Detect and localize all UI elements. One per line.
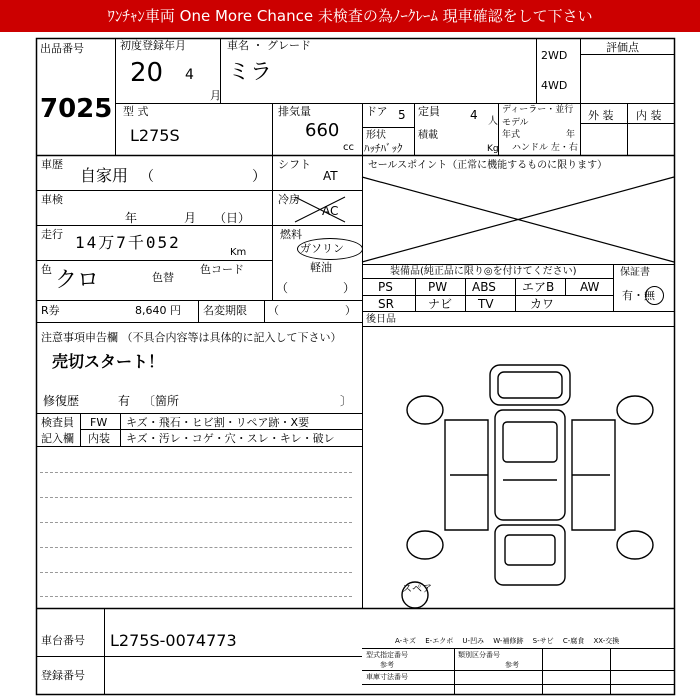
equip-tv: TV [478,297,494,311]
load-unit: Kg [487,144,499,154]
rken-value: 8,640 円 [135,304,181,317]
shift-label: シフト [278,158,311,171]
fuel-circle [297,238,363,260]
warranty-value: 有・無 [622,289,655,302]
notes-label: 注意事項申告欄 （不具合内容等は具体的に記入して下さい） [41,331,342,344]
rear-seat-label: 後日品 [366,314,396,325]
first-reg-month-unit: 月 [210,89,221,102]
rating-exterior: 外 装 [588,109,614,122]
history-label: 車歴 [41,158,63,171]
spare-label: スペア [402,584,432,595]
car-name: ミラ [228,60,273,85]
lot-number: 7025 [40,94,113,124]
color-label: 色 [41,263,52,276]
model-label: 型 式 [123,105,149,118]
doors-value: 5 [398,108,406,122]
rating-label: 評価点 [606,41,639,54]
mileage-value: 14万7千052 [75,233,181,252]
mileage-label: 走行 [41,228,63,241]
reg-no-label: 登録番号 [41,669,85,682]
doors-label: ドア [366,105,388,118]
shift-value: AT [323,169,338,183]
body-label: 形状 [366,130,386,141]
equip-navi: ナビ [428,297,453,311]
history-paren-open: （ [140,169,154,185]
inspector-fw-text: キズ・飛石・ヒビ割・リペア跡・X要 [126,416,310,429]
bottom-ref-2: 参考 [505,661,519,669]
history-value: 自家用 [80,166,129,185]
car-diagram [400,360,660,610]
repair-bracket-close: 〕 [340,394,353,408]
history-paren-close: ） [252,169,266,185]
warranty-label: 保証書 [620,267,650,278]
capacity-unit: 人 [488,116,498,127]
inspector-int-text: キズ・汚レ・コゲ・穴・スレ・キレ・破レ [126,432,335,445]
capacity-label: 定員 [418,105,440,118]
dealer-model-label: モデル [502,118,529,128]
repair-value: 有 [118,394,131,408]
note-line [40,572,352,573]
name-change-paren-close: ） [345,304,356,317]
car-name-label: 車名 ・ グレード [227,39,311,52]
equip-abs: ABS [472,280,496,294]
name-change-paren-open: （ [268,304,279,317]
note-line [40,497,352,498]
first-reg-year: 20 [130,58,164,88]
sales-point-label: セールスポイント（正常に機能するものに限ります） [368,160,608,171]
equip-aw: AW [580,280,600,294]
equip-sr: SR [378,297,394,311]
displacement-label: 排気量 [278,105,311,118]
bottom-dims-label: 車庫寸法番号 [366,673,408,681]
warranty-circle [645,286,664,305]
shaken-year-unit: 年 [125,211,138,225]
equipment-label: 装備品(純正品に限り◎を付けてください) [390,266,577,277]
color-code-label: 色コード [200,263,244,276]
drive-2wd: 2WD [541,49,568,62]
equip-ps: PS [378,280,393,294]
color-change-label: 色替 [152,271,174,284]
note-line [40,547,352,548]
shaken-label: 車検 [41,193,63,206]
equip-pw: PW [428,280,448,294]
color-value: クロ [55,268,100,293]
fuel-light: 軽油 [310,261,332,274]
name-change-label: 名変期限 [203,304,247,317]
notes-text: 売切スタート！ [52,352,165,371]
chassis-label: 車台番号 [41,634,85,647]
aircon-value: AC [322,204,339,218]
bottom-notice-label: 型式指定番号 [366,651,408,659]
shaken-day-unit: （日） [214,211,251,225]
banner: ﾜﾝﾁｬﾝ車両 One More Chance 未検査の為ﾉｰｸﾚｰﾑ 現車確認をして下さい [0,0,700,32]
aircon-label: 冷房 [278,193,300,206]
shaken-month-unit: 月 [184,211,197,225]
dealer-handle: ハンドル 左・右 [512,143,578,153]
fuel-label: 燃料 [280,228,302,241]
displacement-value: 660 [305,120,340,141]
inspector-fw-label: FW [90,416,108,429]
first-reg-label: 初度登録年月 [120,39,186,52]
note-line [40,522,352,523]
rating-interior: 内 装 [636,109,662,122]
capacity-value: 4 [470,108,478,122]
body-value: ﾊｯﾁﾊﾞｯｸ [364,142,403,155]
drive-4wd: 4WD [541,79,568,92]
note-line [40,596,352,597]
bottom-class-label: 類別区分番号 [458,651,500,659]
fuel-gas: ガソリン [300,242,344,255]
dealer-year-label: 年式 [502,130,521,140]
load-label: 積載 [418,130,438,141]
note-line [40,472,352,473]
inspector-label-2: 記入欄 [41,432,74,445]
fuel-paren-open: （ [276,281,289,295]
chassis-value: L275S-0074773 [110,631,237,650]
first-reg-month: 4 [185,67,194,83]
rken-label: R券 [41,304,60,317]
model-value: L275S [130,126,180,145]
fuel-paren-close: ） [343,281,356,295]
mileage-unit: Km [230,247,247,258]
repair-place-label: 〔箇所 [143,394,180,408]
dealer-year-unit: 年 [566,130,576,140]
equip-airbag: エアB [522,280,555,294]
lot-label: 出品番号 [40,42,84,55]
bottom-ref-1: 参考 [380,661,394,669]
inspector-label-1: 検査員 [41,416,74,429]
dealer-label: ディーラー・並行 [502,105,574,115]
displacement-unit: cc [343,142,354,153]
damage-legend: A-キズ E-エクボ U-凹み W-補修跡 S-サビ C-腐食 XX-交換 [395,637,620,645]
equip-leather: カワ [530,297,555,311]
inspector-int-label: 内装 [88,432,110,445]
repair-label: 修復歴 [43,394,80,408]
